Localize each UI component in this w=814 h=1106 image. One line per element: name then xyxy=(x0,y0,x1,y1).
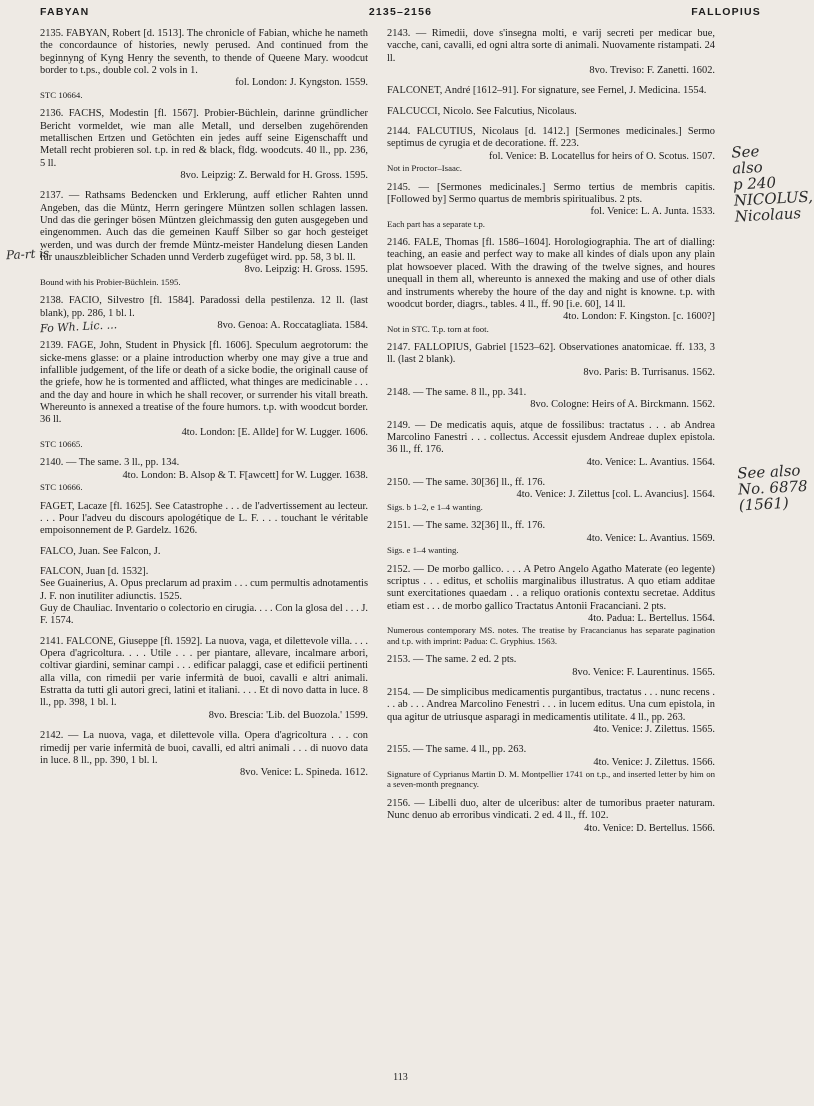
entry-note: Each part has a separate t.p. xyxy=(387,218,485,229)
catalogue-entry xyxy=(387,420,715,469)
entry-note: Sigs. e 1–4 wanting. xyxy=(387,545,459,555)
catalogue-entry xyxy=(387,342,715,379)
entry-note: Sigs. b 1–2, e 1–4 wanting. xyxy=(387,501,483,512)
catalogue-entry xyxy=(40,730,368,779)
catalogue-entry xyxy=(387,106,715,118)
header-left: FABYAN xyxy=(40,6,90,18)
entry-note: Signature of Cyprianus Martin D. M. Montpellier 1741 on t.p., and inserted letter by him on a seven-month pregnancy. xyxy=(387,768,715,790)
entry-imprint: 8vo. Leipzig: H. Gross. 1595. xyxy=(244,264,368,276)
entry-note: STC 10664. xyxy=(40,89,83,100)
entry-text: FALCUCCI, Nicolo. See Falcutius, Nicolaus. xyxy=(387,105,577,117)
catalogue-entry xyxy=(387,744,715,790)
page-number: 113 xyxy=(393,1072,408,1083)
entry-text: 2138. FACIO, Silvestro [fl. 1584]. Paradossi della pestilenza. 12 ll. (last blank), pp. 286, 1 bl. l. xyxy=(40,295,368,319)
catalogue-entry xyxy=(40,108,368,182)
entry-text: 2143. — Rimedii, dove s'insegna molti, e varij secreti per medicar bue, vacche, cani, cavalli, ed ogni altra sorte di animali. Nuovamente ristampati. 24 ll. xyxy=(387,28,715,64)
catalogue-entry xyxy=(40,546,368,558)
entry-text: 2141. FALCONE, Giuseppe [fl. 1592]. La nuova, vaga, et dilettevole villa. . . . Opera d'agricoltura. . . . Utile . . . per piantare, allevare, incalmare arbori, coltivar giardini, seminar campi . . . edificar palaggi, case et edificii pertinenti alla villa, con rimedii per varie infermità de buoi, cavalli e altri animali. Estratta da tutti gli autori greci, latini et italiani. . . . Et di novo datta in luce. 8 ll., pp. 398, 1 bl. l. xyxy=(40,635,368,709)
entry-imprint: 4to. Venice: D. Bertellus. 1566. xyxy=(584,822,715,834)
entry-imprint: 4to. Venice: J. Zilettus [col. L. Avancius]. 1564. xyxy=(516,489,715,501)
catalogue-entry xyxy=(387,85,715,97)
entry-text: 2147. FALLOPIUS, Gabriel [1523–62]. Observationes anatomicae. ff. 133, 3 ll. (last 2 blank). xyxy=(387,342,715,366)
entry-text: 2146. FALE, Thomas [fl. 1586–1604]. Horologiographia. The art of dialling: teaching, an easie and perfect way to make all kindes of dials upon any plain plat howsoever placed. With the drawing of the twelve signes, and houres unequall in them all, whereunto is annexed the making and use of other dials and instruments whereby the houre of the day and night is knowne. t.p. with woodcut border, diagrs., tables. 4 ll., ff. 90 [i.e. 60], 14 ll. xyxy=(387,237,715,310)
catalogue-entry xyxy=(40,190,368,287)
entry-imprint: 8vo. Treviso: F. Zanetti. 1602. xyxy=(589,65,715,77)
entry-text: FALCO, Juan. See Falcon, J. xyxy=(40,545,161,557)
entry-note: STC 10665. xyxy=(40,438,83,449)
catalogue-entry xyxy=(387,654,715,679)
entry-imprint: 4to. London: [E. Allde] for W. Lugger. 1606. xyxy=(181,426,368,438)
entry-text: FALCONET, André [1612–91]. For signature, see Fernel, J. Medicina. 1554. xyxy=(387,85,707,97)
entry-text: 2153. — The same. 2 ed. 2 pts. xyxy=(387,654,517,666)
entry-imprint: fol. Venice: B. Locatellus for heirs of O. Scotus. 1507. xyxy=(488,150,715,162)
entry-text: Guy de Chauliac. Inventario o colectorio en cirugia. . . . Con la glosa del . . . J. F. 1574. xyxy=(40,603,368,627)
catalogue-entry xyxy=(40,501,368,538)
entry-text: 2135. FABYAN, Robert [d. 1513]. The chronicle of Fabian, whiche he nameth the concordaunce of histories, newly perused. And continued from the beginnyng of Kyng Henry the seventh, to thende of Queene Mary. woodcut border to t.ps., double col. 2 vols in 1. xyxy=(40,28,368,77)
entry-text: See Guainerius, A. Opus preclarum ad praxim . . . cum permultis adnotamentis J. F. non inutiliter adiunctis. 1525. xyxy=(40,578,368,602)
entry-text: 2154. — De simplicibus medicamentis purgantibus, tractatus . . . nunc recens . . . ab . . . Andrea Marcolino Fenestri . . . in lucem editus. Una cum epistola, in qua agitur de utriusque asparagi in medicamentis utilitate. 4 ll., pp. 263. xyxy=(387,686,715,723)
entry-text: 2139. FAGE, John, Student in Physick [fl. 1606]. Speculum aegrotorum: the sicke-mens glasse: or a plaine introduction wherby one may give a true and infallible judgement, of the life or death of a sicke bodie, the originall cause of the griefe, how he is tormented and afflicted, what thinges are medicinable . . . and the day and houre in which he shall recover, or surrender his vitall breath. Whereunto is annexed a treatise of the foure humors. t.p. with woodcut border. 36 ll. xyxy=(40,340,368,426)
catalogue-entry xyxy=(40,28,368,100)
catalogue-entry xyxy=(40,457,368,492)
catalogue-entry xyxy=(387,126,715,174)
entry-note: Numerous contemporary MS. notes. The treatise by Fracancianus has separate pagination and t.p. with imprint: Padua: C. Gryphius. 1563. xyxy=(387,625,715,646)
entry-imprint: 4to. Venice: L. Avantius. 1569. xyxy=(586,532,715,544)
catalogue-entry xyxy=(387,564,715,647)
running-header xyxy=(40,6,761,24)
entry-imprint: 4to. Venice: J. Zilettus. 1565. xyxy=(593,723,715,735)
entry-text: 2150. — The same. 30[36] ll., ff. 176. xyxy=(387,477,546,489)
entry-text: 2149. — De medicatis aquis, atque de fossilibus: tractatus . . . ab Andrea Marcolino Fanestri . . . collectus. Accessit ejusdem Andreae duplex epistola. 36 ll., ff. 176. xyxy=(387,419,715,456)
entry-text: 2140. — The same. 3 ll., pp. 134. xyxy=(40,457,180,469)
entry-note: Bound with his Probier-Büchlein. 1595. xyxy=(40,276,181,287)
entry-imprint: 8vo. Brescia: 'Lib. del Buozola.' 1599. xyxy=(208,709,368,721)
header-center: 2135–2156 xyxy=(368,6,433,18)
entry-imprint: fol. London: J. Kyngston. 1559. xyxy=(235,77,368,89)
entry-imprint: 8vo. Venice: F. Laurentinus. 1565. xyxy=(572,666,715,678)
entry-text: FAGET, Lacaze [fl. 1625]. See Catastrophe . . . de l'advertissement au lecteur. . . . Pour l'adveu du discours apologétique de L. F. . . . touchant le véritable empoisonnement de P. Gardelz. 1626. xyxy=(40,500,368,537)
entry-text: 2145. — [Sermones medicinales.] Sermo tertius de membris capitis. [Followed by] Sermo quartus de membris spiritualibus. 2 pts. xyxy=(387,181,715,205)
catalogue-entry xyxy=(387,477,715,512)
left-column xyxy=(40,28,368,788)
entry-text: 2155. — The same. 4 ll., pp. 263. xyxy=(387,744,527,756)
header-right: FALLOPIUS xyxy=(691,6,761,18)
entry-text: 2144. FALCUTIUS, Nicolaus [d. 1412.] [Sermones medicinales.] Sermo septimus de cyrugia et de decoratione. ff. 223. xyxy=(387,126,715,150)
catalogue-entry xyxy=(387,387,715,412)
entry-imprint: 8vo. Leipzig: Z. Berwald for H. Gross. 1595. xyxy=(180,169,368,181)
entry-imprint: 4to. London: F. Kingston. [c. 1600?] xyxy=(563,311,715,323)
catalogue-entry xyxy=(387,520,715,555)
entry-text: 2137. — Rathsams Bedencken und Erklerung, auff etlicher Rahten unnd Angeben, das die Müntz, Herrn geringere Müntzen sollen schlagen lassen. Und das die geringer bösen Müntzen gleichmassig den guten ausgegeben und eingenommen. Auch das die gemeinen Kauff Silber so gar hoch gesteiget werden, und was durch der fremde Müntz-meister Handelung diesen Landen für unauszbleiblicher Schaden unnd Verderb zugefüget wird. pp. 58, 3 bl. ll. xyxy=(40,190,368,263)
catalogue-entry xyxy=(387,798,715,835)
catalogue-entry xyxy=(387,237,715,334)
entry-text: 2152. — De morbo gallico. . . . A Petro Angelo Agatho Materate (eo legente) scriptus . . . editus, et scholiis marginalibus illustratus. A quo etiam additae sunt exercitationes quaedam . . a reliquo orationis contextu secretae. Additus etiam est . . . de morbo gallico Tractatus Antonii Fracanciani. 2 pts. xyxy=(387,563,715,612)
entry-text: 2136. FACHS, Modestin [fl. 1567]. Probier-Büchlein, darinne gründlicher Bericht vormeldet, wie man alle Metall, und derselben zugehörenden metallischen Ertzen und Getöchten ein jedes auff seine Eigenschafft und Metall recht probieren sol. t.p. in red & black, fldg. woodcuts. 40 ll., pp. 236, 5 ll. xyxy=(40,108,368,169)
catalogue-entry xyxy=(40,340,368,449)
entry-imprint: 4to. Venice: J. Zilettus. 1566. xyxy=(593,756,715,768)
entry-note: Not in STC. T.p. torn at foot. xyxy=(387,323,489,334)
catalogue-entry xyxy=(387,28,715,77)
catalogue-entry xyxy=(387,687,715,736)
entry-text: 2142. — La nuova, vaga, et dilettevole villa. Opera d'agricoltura . . . con rimedij per varie infermità de buoi, cavalli, ed altri animali . . . di nuovo data in luce. 8 ll., pp. 390, 1 bl. l. xyxy=(40,730,368,766)
margin-note-a: See also p 240 NICOLUS, Nicolaus xyxy=(730,142,814,226)
margin-note-b: See also No. 6878 (1561) xyxy=(736,461,809,515)
entry-note: STC 10666. xyxy=(40,482,83,493)
margin-note-d: Pa-rt is xyxy=(5,246,50,263)
entry-imprint: 4to. Venice: L. Avantius. 1564. xyxy=(586,456,715,468)
entry-note: Not in Proctor–Isaac. xyxy=(387,163,462,174)
entry-text: 2151. — The same. 32[36] ll., ff. 176. xyxy=(387,520,546,532)
right-column xyxy=(387,28,715,843)
entry-imprint: 8vo. Venice: L. Spineda. 1612. xyxy=(240,767,368,779)
entry-imprint: fol. Venice: L. A. Junta. 1533. xyxy=(590,206,715,218)
entry-imprint: 8vo. Cologne: Heirs of A. Birckmann. 1562. xyxy=(530,399,715,411)
entry-imprint: 8vo. Genoa: A. Roccatagliata. 1584. xyxy=(217,319,368,331)
entry-imprint: 8vo. Paris: B. Turrisanus. 1562. xyxy=(583,366,715,378)
catalogue-entry xyxy=(387,182,715,230)
entry-text: FALCON, Juan [d. 1532]. xyxy=(40,566,149,578)
entry-imprint: 4to. Padua: L. Bertellus. 1564. xyxy=(588,612,715,624)
entry-text: 2156. — Libelli duo, alter de ulceribus: alter de tumoribus praeter naturam. Nunc denuo ab erroribus vindicati. 2 ed. 4 ll., ff. 102. xyxy=(387,797,715,822)
margin-note-c: Fo Wh. Lic. ... xyxy=(39,318,118,336)
catalogue-entry xyxy=(40,636,368,722)
catalogue-entry xyxy=(40,566,368,628)
entry-text: 2148. — The same. 8 ll., pp. 341. xyxy=(387,387,527,399)
entry-imprint: 4to. London: B. Alsop & T. F[awcett] for W. Lugger. 1638. xyxy=(122,469,368,481)
